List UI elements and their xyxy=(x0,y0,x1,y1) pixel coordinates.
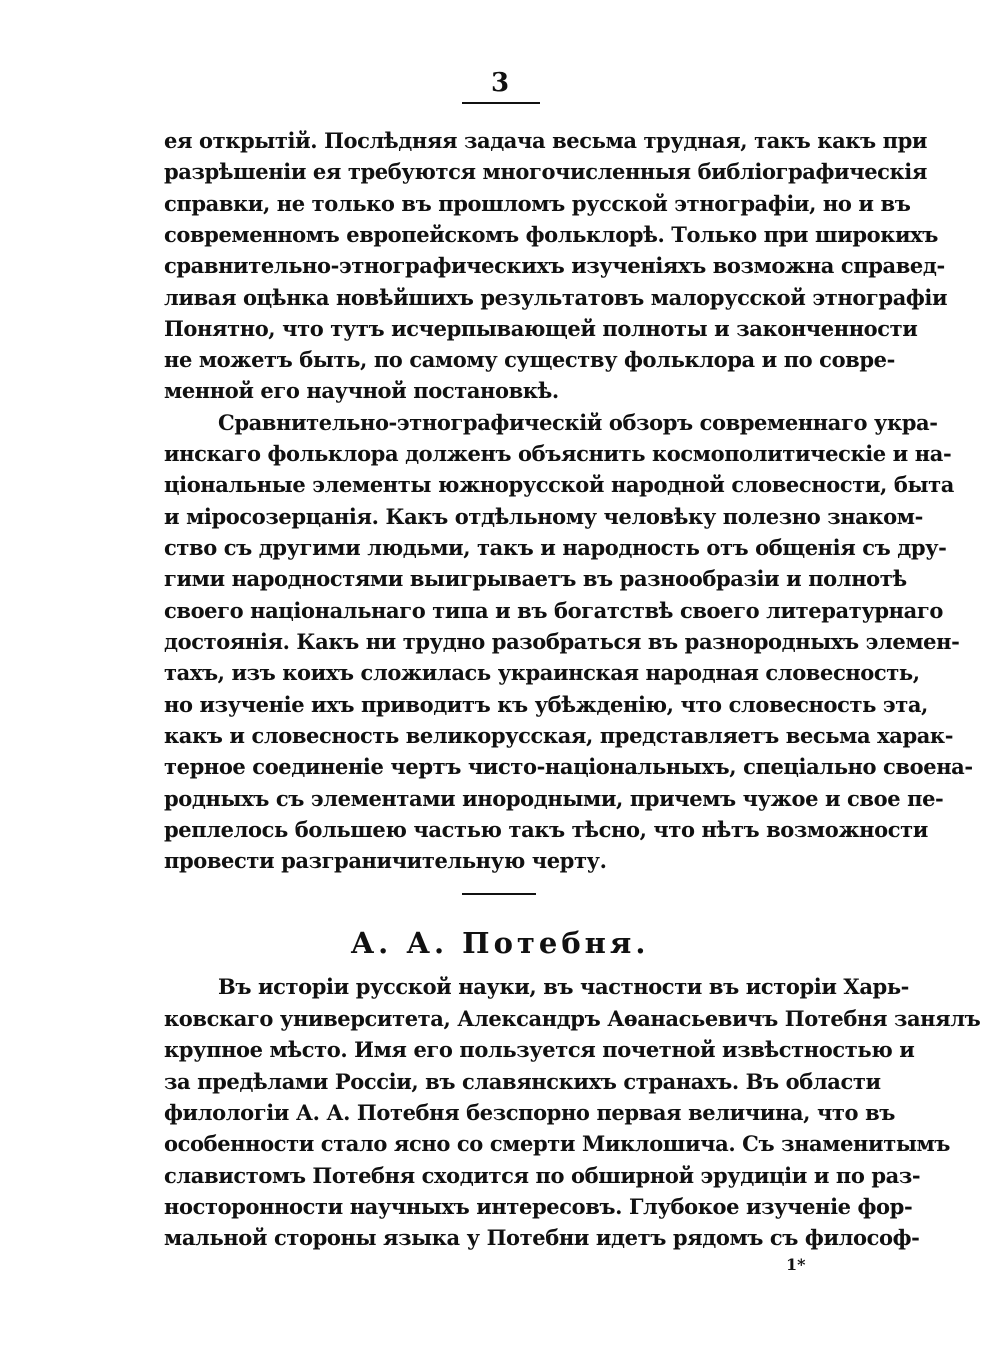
text-line: сравнительно-этнографическихъ изученіяхъ возможна справед- xyxy=(164,253,945,278)
text-line: своего національнаго типа и въ богатствѣ своего литературнаго xyxy=(164,598,943,623)
text-line: крупное мѣсто. Имя его пользуется почетной извѣстностью и xyxy=(164,1037,915,1062)
text-line: менной его научной постановкѣ. xyxy=(164,378,559,403)
text-line: не можетъ быть, по самому существу фольклора и по совре- xyxy=(164,347,895,372)
text-line: терное соединеніе чертъ чисто-національныхъ, спеціально своена- xyxy=(164,754,973,779)
text-line: реплелось большею частью такъ тѣсно, что нѣтъ возможности xyxy=(164,817,928,842)
text-line: ковскаго университета, Александръ Аѳанасьевичъ Потебня занялъ xyxy=(164,1006,981,1031)
text-line: филологіи А. А. Потебня безспорно первая величина, что въ xyxy=(164,1100,895,1125)
text-line: ство съ другими людьми, такъ и народность отъ общенія съ дру- xyxy=(164,535,947,560)
page-number: 3 xyxy=(490,68,510,98)
text-line: родныхъ съ элементами инородными, причемъ чужое и свое пе- xyxy=(164,786,944,811)
text-line: ея открытій. Послѣдняя задача весьма трудная, такъ какъ при xyxy=(164,128,928,153)
text-line: но изученіе ихъ приводитъ къ убѣжденію, что словесность эта, xyxy=(164,692,928,717)
text-line: и міросозерцанія. Какъ отдѣльному человѣку полезно знаком- xyxy=(164,504,923,529)
text-line: Сравнительно-этнографическій обзоръ современнаго укра- xyxy=(218,410,938,435)
text-line: достоянія. Какъ ни трудно разобраться въ разнородныхъ элемен- xyxy=(164,629,960,654)
text-line: ливая оцѣнка новѣйшихъ результатовъ малорусской этнографіи xyxy=(164,285,948,310)
text-line: какъ и словесность великорусская, представляетъ весьма харак- xyxy=(164,723,954,748)
text-line: особенности стало ясно со смерти Миклошича. Съ знаменитымъ xyxy=(164,1131,951,1156)
text-line: современномъ европейскомъ фольклорѣ. Только при широкихъ xyxy=(164,222,938,247)
text-line: ціональные элементы южнорусской народной словесности, быта xyxy=(164,472,954,497)
text-line: провести разграничительную черту. xyxy=(164,848,607,873)
section-title: А. А. Потебня. xyxy=(350,926,650,960)
text-line: мальной стороны языка у Потебни идетъ рядомъ съ философ- xyxy=(164,1225,920,1250)
section-divider xyxy=(462,893,536,895)
text-line: славистомъ Потебня сходится по обширной эрудиціи и по раз- xyxy=(164,1163,921,1188)
text-line: разрѣшеніи ея требуются многочисленныя библіографическія xyxy=(164,159,927,184)
text-line: тахъ, изъ коихъ сложилась украинская народная словесность, xyxy=(164,660,920,685)
signature-mark: 1* xyxy=(786,1255,806,1274)
text-line: носторонности научныхъ интересовъ. Глубокое изученіе фор- xyxy=(164,1194,913,1219)
header-rule xyxy=(462,102,540,104)
text-line: Понятно, что тутъ исчерпывающей полноты и законченности xyxy=(164,316,918,341)
text-line: справки, не только въ прошломъ русской этнографіи, но и въ xyxy=(164,191,911,216)
text-line: Въ исторіи русской науки, въ частности въ исторіи Харь- xyxy=(218,974,909,999)
text-line: за предѣлами Россіи, въ славянскихъ странахъ. Въ области xyxy=(164,1069,881,1094)
text-line: гими народностями выигрываетъ въ разнообразіи и полнотѣ xyxy=(164,566,907,591)
text-line: инскаго фольклора долженъ объяснить космополитическіе и на- xyxy=(164,441,952,466)
